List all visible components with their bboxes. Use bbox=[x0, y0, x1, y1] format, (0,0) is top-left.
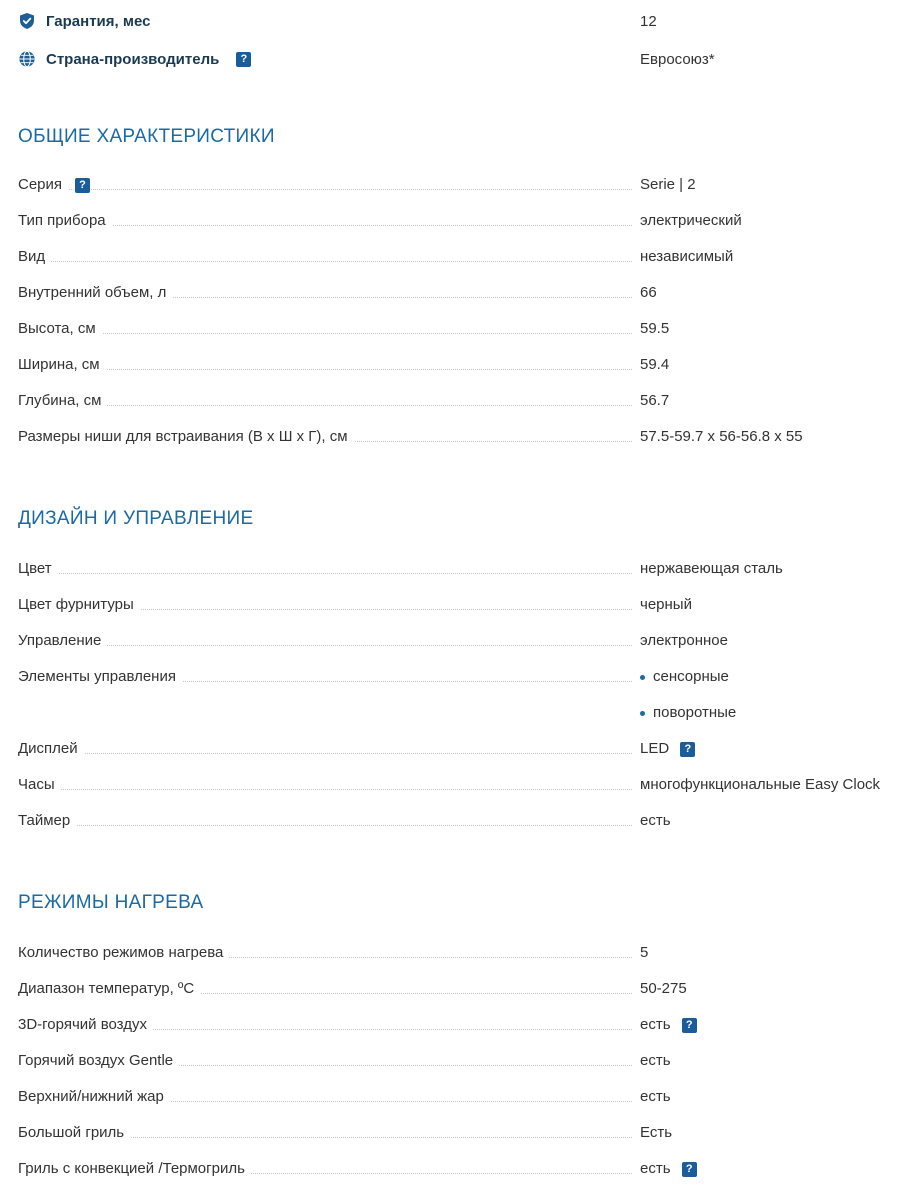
spec-label-cell bbox=[0, 943, 640, 963]
spec-value-text: есть bbox=[640, 1160, 671, 1177]
list-item-label: сенсорные bbox=[653, 668, 729, 685]
section-design-rows bbox=[0, 559, 897, 847]
spec-label-cell bbox=[0, 355, 640, 375]
spec-value: независимый bbox=[640, 248, 734, 265]
section-title-design: ДИЗАЙН И УПРАВЛЕНИЕ bbox=[18, 508, 254, 529]
list-item-label: поворотные bbox=[653, 704, 737, 721]
spec-label-cell bbox=[0, 595, 640, 615]
table-row bbox=[0, 1051, 897, 1087]
table-row bbox=[0, 943, 897, 979]
spec-label-cell bbox=[0, 559, 640, 579]
spec-label-text: Гриль с конвекцией /Термогриль bbox=[18, 1159, 251, 1179]
table-row bbox=[0, 355, 897, 391]
spec-value: есть bbox=[640, 1088, 671, 1105]
section-heating-rows bbox=[0, 943, 897, 1195]
spacer bbox=[0, 847, 897, 891]
spec-label-cell bbox=[0, 427, 640, 447]
table-row bbox=[0, 1123, 897, 1159]
spec-label-cell bbox=[0, 1051, 640, 1071]
table-row bbox=[0, 427, 897, 463]
spec-label-cell bbox=[0, 1087, 640, 1107]
spec-label-cell bbox=[0, 247, 640, 267]
help-icon[interactable]: ? bbox=[75, 178, 90, 193]
spec-label-text: Управление bbox=[18, 631, 107, 651]
spec-label-cell bbox=[0, 50, 640, 68]
table-row bbox=[0, 811, 897, 847]
spec-label-cell bbox=[0, 775, 640, 795]
table-row bbox=[0, 595, 897, 631]
spec-value: есть bbox=[640, 1052, 671, 1069]
table-row bbox=[0, 1087, 897, 1123]
warranty-origin-block bbox=[0, 0, 897, 75]
spec-value-list bbox=[640, 667, 897, 723]
spec-label-cell bbox=[0, 979, 640, 999]
shield-check-icon bbox=[18, 12, 36, 30]
spec-value: черный bbox=[640, 596, 692, 613]
spec-label-text: 3D-горячий воздух bbox=[18, 1015, 153, 1035]
spec-label-cell bbox=[0, 175, 640, 195]
table-row bbox=[0, 739, 897, 775]
spec-label-text: Серия bbox=[18, 175, 68, 195]
table-row bbox=[0, 559, 897, 595]
spec-label-text: Горячий воздух Gentle bbox=[18, 1051, 179, 1071]
spec-value: 56.7 bbox=[640, 392, 670, 409]
spacer bbox=[0, 75, 897, 125]
table-row bbox=[0, 979, 897, 1015]
spec-row-warranty bbox=[0, 0, 897, 37]
spacer bbox=[0, 149, 897, 175]
spec-label-text: Внутренний объем, л bbox=[18, 283, 172, 303]
spec-label-text: Высота, см bbox=[18, 319, 102, 339]
table-row bbox=[0, 391, 897, 427]
spec-label-text: Верхний/нижний жар bbox=[18, 1087, 170, 1107]
spec-label-cell bbox=[0, 12, 640, 30]
section-general-rows bbox=[0, 175, 897, 463]
table-row bbox=[0, 667, 897, 739]
spec-value: 59.4 bbox=[640, 356, 670, 373]
spec-label-cell bbox=[0, 811, 640, 831]
spec-value bbox=[640, 1015, 897, 1035]
table-row bbox=[0, 283, 897, 319]
spec-value bbox=[640, 739, 897, 759]
spec-label-text: Количество режимов нагрева bbox=[18, 943, 229, 963]
spec-label-cell bbox=[0, 739, 640, 759]
spec-value: есть bbox=[640, 812, 671, 829]
table-row bbox=[0, 631, 897, 667]
spec-label-text: Цвет bbox=[18, 559, 58, 579]
table-row bbox=[0, 1015, 897, 1051]
help-icon[interactable]: ? bbox=[236, 52, 251, 67]
help-icon[interactable]: ? bbox=[680, 742, 695, 757]
spec-label-cell bbox=[0, 1123, 640, 1143]
spec-label-text: Цвет фурнитуры bbox=[18, 595, 140, 615]
spec-label-cell bbox=[0, 667, 640, 687]
spec-label-text: Вид bbox=[18, 247, 51, 267]
spec-row-country bbox=[0, 37, 897, 75]
spec-label-cell bbox=[0, 283, 640, 303]
spacer bbox=[0, 463, 897, 507]
help-icon[interactable]: ? bbox=[682, 1162, 697, 1177]
spec-label-cell bbox=[0, 631, 640, 651]
section-title-general: ОБЩИЕ ХАРАКТЕРИСТИКИ bbox=[18, 126, 275, 147]
bullet-icon bbox=[640, 675, 645, 680]
spec-label-text: Глубина, см bbox=[18, 391, 107, 411]
spec-label-text: Размеры ниши для встраивания (В х Ш х Г), см bbox=[18, 427, 354, 447]
spec-value: Есть bbox=[640, 1124, 673, 1141]
spec-label-cell bbox=[0, 1015, 640, 1035]
table-row bbox=[0, 319, 897, 355]
spec-value: 66 bbox=[640, 284, 657, 301]
spacer bbox=[0, 531, 897, 559]
spacer bbox=[0, 915, 897, 943]
bullet-icon bbox=[640, 711, 645, 716]
spec-value bbox=[640, 1159, 897, 1179]
table-row bbox=[0, 775, 897, 811]
spec-label-text: Ширина, см bbox=[18, 355, 106, 375]
spec-label-text: Страна-производитель bbox=[46, 50, 220, 68]
spec-label-text: Большой гриль bbox=[18, 1123, 130, 1143]
spec-value: электрический bbox=[640, 212, 742, 229]
spec-value: 59.5 bbox=[640, 320, 670, 337]
spec-value: электронное bbox=[640, 632, 728, 649]
spec-label-cell bbox=[0, 391, 640, 411]
spec-label-text: Элементы управления bbox=[18, 667, 182, 687]
table-row bbox=[0, 1159, 897, 1195]
list-item bbox=[640, 703, 887, 723]
spec-value-country: Евросоюз* bbox=[640, 50, 715, 68]
spec-value: 5 bbox=[640, 944, 649, 961]
spec-label-cell bbox=[0, 211, 640, 231]
spec-label-text: Тип прибора bbox=[18, 211, 112, 231]
spec-value: Serie | 2 bbox=[640, 176, 696, 193]
spec-label-text: Таймер bbox=[18, 811, 76, 831]
spec-label-text: Диапазон температур, ºC bbox=[18, 979, 200, 999]
globe-icon bbox=[18, 50, 36, 68]
spec-label-cell bbox=[0, 1159, 640, 1179]
section-title-heating: РЕЖИМЫ НАГРЕВА bbox=[18, 892, 204, 913]
spec-label-text: Дисплей bbox=[18, 739, 84, 759]
table-row bbox=[0, 211, 897, 247]
spec-value: нержавеющая сталь bbox=[640, 560, 783, 577]
spec-label-cell bbox=[0, 319, 640, 339]
spec-value: многофункциональные Easy Clock bbox=[640, 776, 881, 793]
spec-label-text: Гарантия, мес bbox=[46, 12, 151, 30]
spec-value-text: LED bbox=[640, 740, 670, 757]
spec-value: 50-275 bbox=[640, 980, 687, 997]
spec-label-text: Часы bbox=[18, 775, 61, 795]
spec-value-text: есть bbox=[640, 1016, 671, 1033]
spec-value: 57.5-59.7 x 56-56.8 x 55 bbox=[640, 428, 803, 445]
list-item bbox=[640, 667, 887, 687]
table-row bbox=[0, 175, 897, 211]
table-row bbox=[0, 247, 897, 283]
help-icon[interactable]: ? bbox=[682, 1018, 697, 1033]
spec-value-warranty: 12 bbox=[640, 12, 657, 30]
